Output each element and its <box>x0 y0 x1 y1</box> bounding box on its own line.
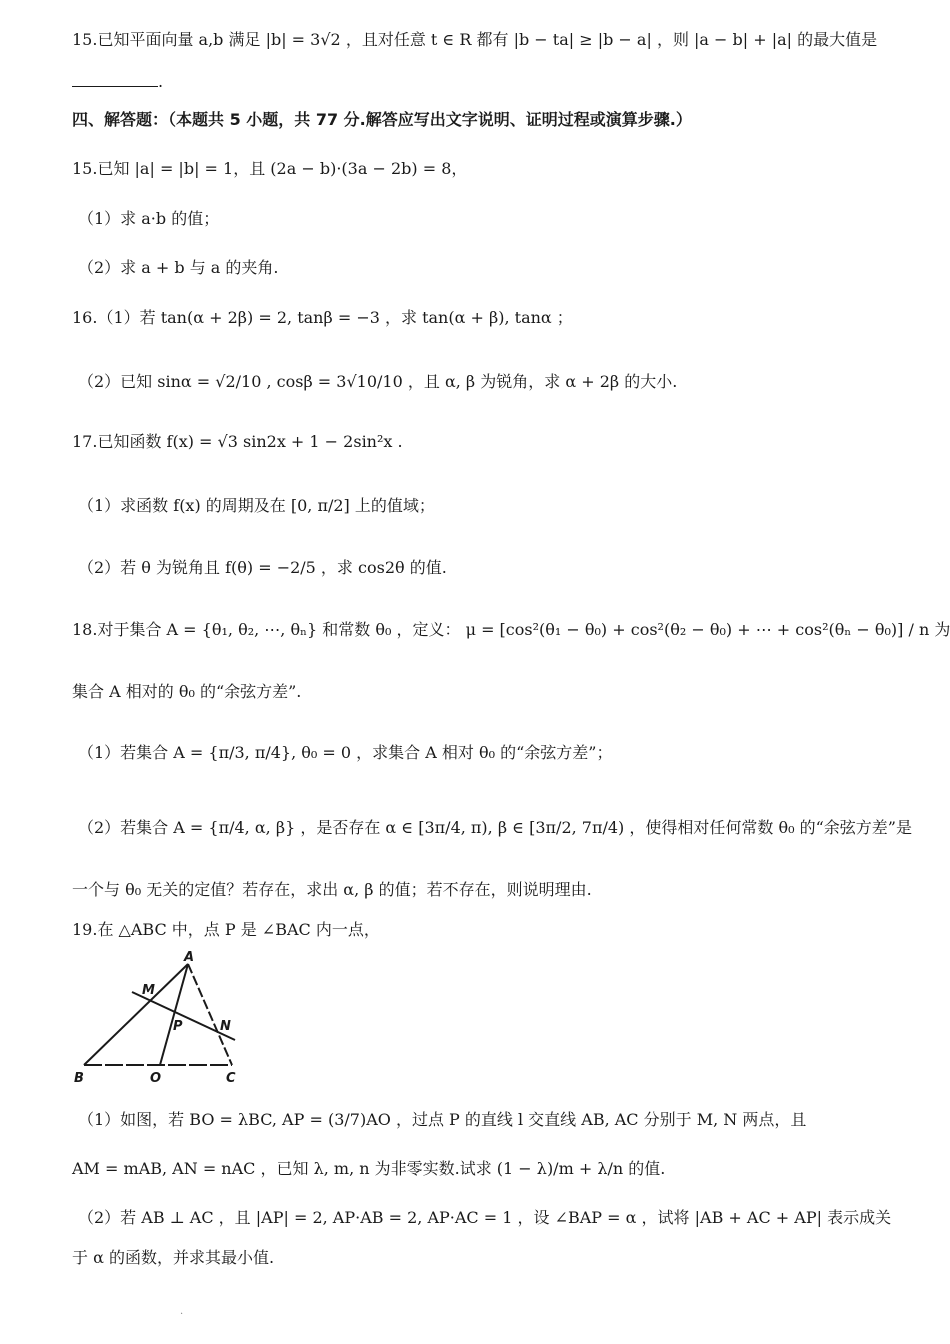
label-P: P <box>173 1019 183 1034</box>
q19-part2: （2）若 AB ⊥ AC ，且 |AP| = 2, AP·AB = 2, AP·AC = 1 ，设 ∠BAP = α ，试将 |AB + AC + AP| 表示成关 <box>78 1208 892 1227</box>
q18-part1: （1）若集合 A = {π/3, π/4}, θ₀ = 0 ，求集合 A 相对 θ₀ 的“余弦方差”； <box>78 743 613 762</box>
q15-part2: （2）求 a + b 与 a 的夹角. <box>78 258 279 277</box>
q15-fill-text: 15.已知平面向量 a,b 满足 |b| = 3√2 ，且对任意 t ∈ R 都有 |b − ta| ≥ |b − a| ，则 |a − b| + |a| 的最大值是 <box>72 30 878 49</box>
label-B: B <box>74 1071 84 1086</box>
section-heading: 四、解答题：（本题共 5 小题，共 77 分.解答应写出文字说明、证明过程或演算步骤.） <box>72 110 692 129</box>
label-C: C <box>226 1071 236 1086</box>
q19-part2-cont: 于 α 的函数，并求其最小值. <box>72 1248 275 1267</box>
q19-part1: （1）如图，若 BO = λBC, AP = (3/7)AO ，过点 P 的直线 l 交直线 AB, AC 分别于 M, N 两点，且 <box>78 1110 807 1129</box>
q18-text-cont: 集合 A 相对的 θ₀ 的“余弦方差”. <box>72 682 302 701</box>
side-AB <box>84 964 188 1065</box>
side-AC <box>188 964 232 1065</box>
page-dot: . <box>180 1306 184 1317</box>
label-O: O <box>150 1071 162 1086</box>
q19-text: 19.在 △ABC 中，点 P 是 ∠BAC 内一点， <box>72 920 380 939</box>
q17-text: 17.已知函数 f(x) = √3 sin2x + 1 − 2sin²x . <box>72 432 403 451</box>
q17-part1: （1）求函数 f(x) 的周期及在 [0, π/2] 上的值域； <box>78 496 435 515</box>
triangle-figure <box>70 948 250 1088</box>
q18-part2: （2）若集合 A = {π/4, α, β} ，是否存在 α ∈ [3π/4, π), β ∈ [3π/2, 7π/4) ，使得相对任何常数 θ₀ 的“余弦方差”是 <box>78 818 912 837</box>
answer-blank <box>72 72 158 87</box>
q15-fill-blank: . <box>72 70 163 94</box>
q18-part2-cont: 一个与 θ₀ 无关的定值？若存在，求出 α, β 的值；若不存在，则说明理由. <box>72 880 592 899</box>
q17-part2: （2）若 θ 为锐角且 f(θ) = −2/5 ，求 cos2θ 的值. <box>78 558 447 577</box>
label-M: M <box>142 983 155 998</box>
q19-part1-cont: AM = mAB, AN = nAC ，已知 λ, m, n 为非零实数.试求 (1 − λ)/m + λ/n 的值. <box>72 1159 666 1178</box>
q15-text: 15.已知 |a| = |b| = 1，且 (2a − b)·(3a − 2b) = 8， <box>72 159 468 178</box>
label-A: A <box>184 950 195 965</box>
q15-part1: （1）求 a·b 的值； <box>78 209 220 228</box>
label-N: N <box>220 1019 231 1034</box>
q16-part2: （2）已知 sinα = √2/10 , cosβ = 3√10/10 ，且 α, β 为锐角，求 α + 2β 的大小. <box>78 372 678 391</box>
segment-AO <box>160 964 188 1065</box>
q18-text: 18.对于集合 A = {θ₁, θ₂, ⋯, θₙ} 和常数 θ₀ ，定义： μ = [cos²(θ₁ − θ₀) + cos²(θ₂ − θ₀) + ⋯ + cos²(θₙ − θ₀)] / n 为 <box>72 620 950 639</box>
q16-part1: 16.（1）若 tan(α + 2β) = 2, tanβ = −3 ，求 tan(α + β), tanα ； <box>72 308 573 327</box>
